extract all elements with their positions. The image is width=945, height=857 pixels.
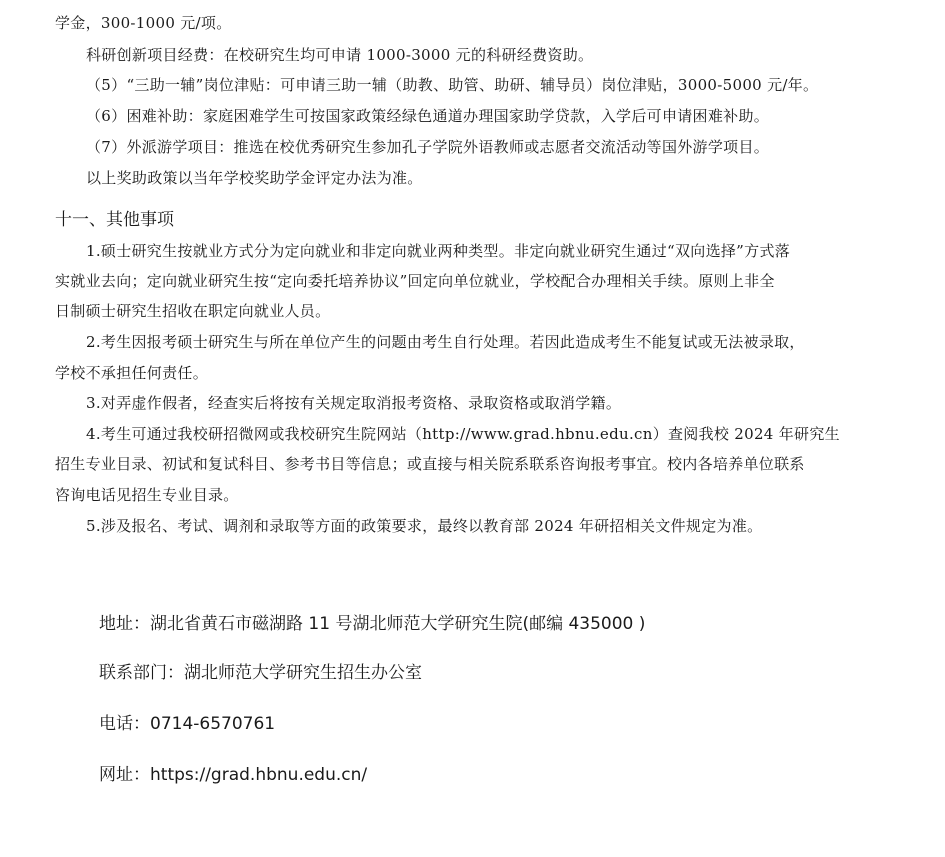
section-title: 十一、其他事项: [55, 210, 174, 230]
list-item-1-line: 实就业去向；定向就业研究生按“定向委托培养协议”回定向单位就业，学校配合办理相关手续。原则上非全: [55, 272, 775, 290]
contact-department: 联系部门：湖北师范大学研究生招生办公室: [99, 663, 422, 683]
list-item-3-line: 3.对弄虚作假者，经查实后将按有关规定取消报考资格、录取资格或取消学籍。: [86, 394, 622, 412]
list-item-1-line: 1.硕士研究生按就业方式分为定向就业和非定向就业两种类型。非定向就业研究生通过“双向选择”方式落: [86, 242, 791, 260]
contact-phone: 电话：0714-6570761: [99, 714, 276, 734]
list-item-4-line: 咨询电话见招生专业目录。: [55, 486, 239, 504]
list-item-4-line: 招生专业目录、初试和复试科目、参考书目等信息；或直接与相关院系联系咨询报考事宜。校内各培养单位联系: [55, 455, 805, 473]
list-item-5-line: 5.涉及报名、考试、调剂和录取等方面的政策要求，最终以教育部 2024 年研招相关文件规定为准。: [86, 517, 763, 535]
text-line: （5）“三助一辅”岗位津贴：可申请三助一辅（助教、助管、助研、辅导员）岗位津贴，3000-5000 元/年。: [86, 76, 819, 94]
text-line: （7）外派游学项目：推选在校优秀研究生参加孔子学院外语教师或志愿者交流活动等国外游学项目。: [86, 138, 770, 156]
list-item-2-line: 2.考生因报考硕士研究生与所在单位产生的问题由考生自行处理。若因此造成考生不能复试或无法被录取，: [86, 333, 805, 351]
text-line: 以上奖助政策以当年学校奖助学金评定办法为准。: [86, 169, 423, 187]
list-item-1-line: 日制硕士研究生招收在职定向就业人员。: [55, 302, 331, 320]
text-line: 学金，300-1000 元/项。: [55, 14, 232, 32]
list-item-2-line: 学校不承担任何责任。: [55, 364, 209, 382]
contact-website: 网址：https://grad.hbnu.edu.cn/: [99, 765, 368, 785]
text-line: （6）困难补助：家庭困难学生可按国家政策经绿色通道办理国家助学贷款，入学后可申请困难补助。: [86, 107, 770, 125]
contact-address: 地址：湖北省黄石市磁湖路 11 号湖北师范大学研究生院(邮编 435000 ): [99, 614, 646, 634]
text-line: 科研创新项目经费：在校研究生均可申请 1000-3000 元的科研经费资助。: [86, 46, 594, 64]
list-item-4-line: 4.考生可通过我校研招微网或我校研究生院网站（http://www.grad.hbnu.edu.cn）查阅我校 2024 年研究生: [86, 425, 840, 443]
